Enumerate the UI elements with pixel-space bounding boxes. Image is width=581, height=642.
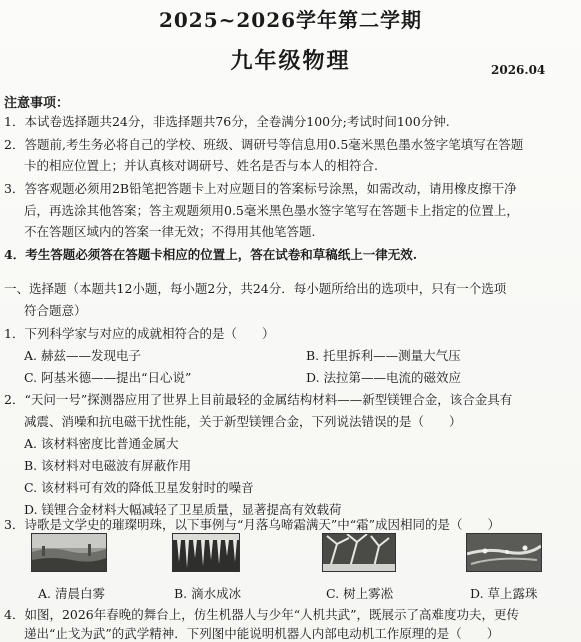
exam-term-title: 2025~2026学年第二学期: [158, 8, 423, 32]
question-2-option-c: C. 该材料可有效的降低卫星发射时的噪音: [24, 480, 254, 495]
question-2-stem-cont: 减震、消噪和抗电磁干扰性能，关于新型镁锂合金，下列说法错误的是（ ）: [24, 414, 462, 429]
question-3-option-a: A. 清晨白雾: [38, 586, 105, 601]
question-2-option-a: A. 该材料密度比普通金属大: [24, 436, 179, 451]
question-1-stem: 1．下列科学家与对应的成就相符合的是（ ）: [4, 326, 275, 341]
question-1-option-b: B. 托里拆利——测量大气压: [306, 348, 461, 363]
photo-morning-fog: [31, 533, 107, 572]
question-3-option-c: C. 树上雾凇: [326, 586, 394, 601]
notice-item-3-cont: 后，再选涂其他答案；答主观题须用0.5毫米黑色墨水签字笔写在答题卡上指定的位置上，: [24, 203, 519, 218]
section-heading-cont: 符合题意）: [24, 303, 87, 318]
question-3-option-b: B. 滴水成冰: [174, 586, 242, 601]
notice-item-1: 1．本试卷选择题共24分，非选择题共76分，全卷满分100分;考试时间100分钟.: [4, 114, 450, 129]
exam-date: 2026.04: [491, 63, 546, 77]
photo-tree-rime: [322, 533, 396, 572]
notice-heading: 注意事项：: [4, 96, 70, 111]
question-2-option-b: B. 该材料对电磁波有屏蔽作用: [24, 458, 192, 473]
question-4-stem: 4．如图，2026年春晚的舞台上，仿生机器人与少年“人机共武”，既展示了高难度功夫，更传: [4, 607, 520, 622]
notice-item-2: 2．答题前,考生务必将自己的学校、班级、调研号等信息用0.5毫米黑色墨水签字笔填写在答题: [4, 137, 524, 152]
notice-item-3-cont2: 不在答题区域内的答案一律无效；不得用其他笔答题.: [24, 224, 316, 239]
question-1-option-d: D. 法拉第——电流的磁效应: [306, 370, 462, 385]
question-1-option-c: C. 阿基米德——提出“日心说”: [24, 370, 192, 385]
question-3-option-d: D. 草上露珠: [470, 586, 538, 601]
question-2-option-d: D. 镁锂合金材料大幅减轻了卫星质量，显著提高有效载荷: [24, 502, 342, 517]
notice-item-4: 4．考生答题必须答在答题卡相应的位置上，答在试卷和草稿纸上一律无效.: [4, 247, 418, 262]
photo-dripping-ice: [172, 533, 240, 572]
photo-grass-dew: [466, 533, 542, 572]
notice-item-3: 3．答客观题必须用2B铅笔把答题卡上对应题目的答案标号涂黑，如需改动，请用橡皮擦干净: [4, 181, 517, 196]
question-3-stem: 3．诗歌是文学史的璀璨明珠，以下事例与“月落乌啼霜满天”中“霜”成因相同的是（ ）: [4, 517, 501, 532]
question-1-option-a: A. 赫兹——发现电子: [24, 348, 141, 363]
question-2-stem: 2．“天问一号”探测器应用了世界上目前最轻的金属结构材料——新型镁锂合金，该合金具有: [4, 392, 513, 407]
notice-item-2-cont: 卡的相应位置上；并认真核对调研号、姓名是否与本人的相符合.: [24, 158, 378, 173]
exam-subject-title: 九年级物理: [230, 48, 351, 74]
question-4-stem-cont: 递出“止戈为武”的武学精神．下列图中能说明机器人内部电动机工作原理的是（ ）: [24, 626, 500, 641]
section-heading: 一、选择题（本题共12小题，每小题2分，共24分．每小题所给出的选项中，只有一个选项: [4, 281, 507, 296]
